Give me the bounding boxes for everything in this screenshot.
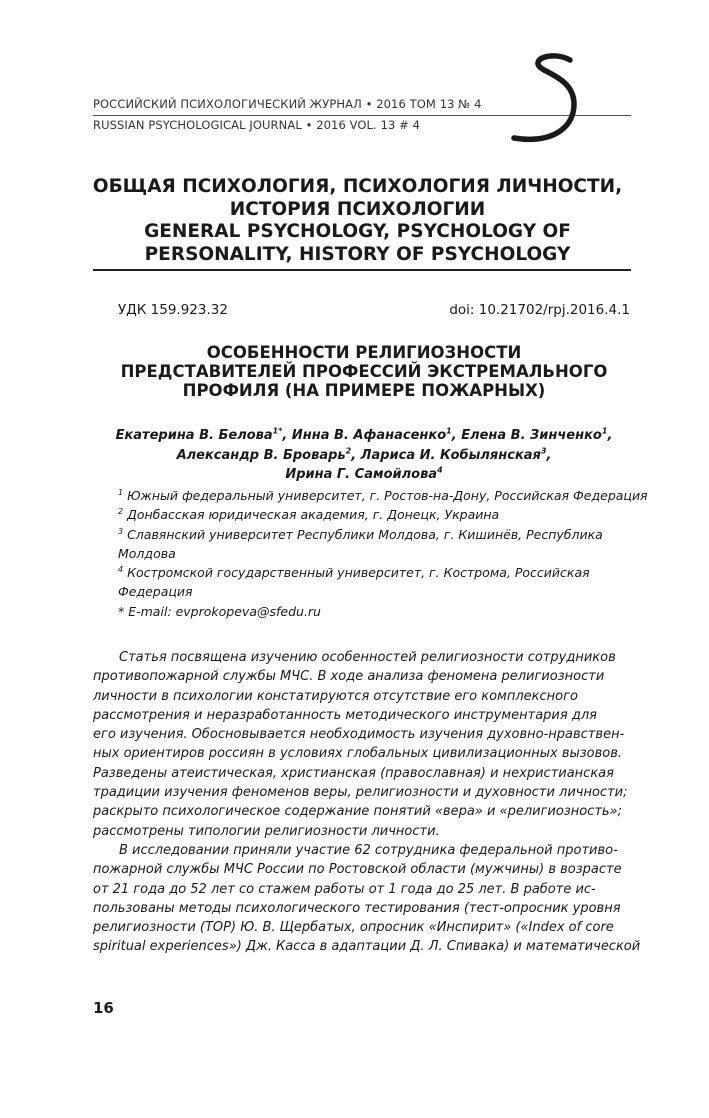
affiliation-line — [118, 563, 632, 582]
affiliation-mark: 4 — [118, 565, 124, 575]
author-line — [80, 426, 648, 446]
abstract-line: традиции изучения феноменов веры, религиозности и духовности личности; — [93, 785, 628, 801]
author-separator: , — [282, 428, 292, 443]
article-title — [80, 343, 648, 400]
author-separator: , — [351, 447, 361, 463]
author-separator: , — [546, 447, 552, 463]
journal-title-en: RUSSIAN PSYCHOLOGICAL JOURNAL • 2016 VOL. 13 # 4 — [93, 118, 421, 132]
section-rule — [93, 269, 631, 271]
abstract-line: рассмотрения и неразработанность методического инструментария для — [93, 707, 597, 723]
abstract-line: spiritual experiences») Дж. Касса в адаптации Д. Л. Спивака) и математической — [93, 939, 641, 955]
author-separator: , — [451, 428, 462, 443]
abstract-line: противопожарной службы МЧС. В ходе анализа феномена религиозности — [93, 669, 605, 685]
page-number: 16 — [93, 999, 114, 1017]
affiliation-line — [118, 525, 632, 544]
affiliation-line — [118, 486, 648, 505]
author-affiliation-mark: 3 — [540, 446, 547, 456]
article-title-line: ПРОФИЛЯ (НА ПРИМЕРЕ ПОЖАРНЫХ) — [182, 381, 546, 400]
affiliation-text: Федерация — [118, 584, 193, 600]
affiliations — [118, 486, 648, 621]
abstract-line: его изучения. Обосновывается необходимость изучения духовно-нравствен- — [93, 727, 625, 743]
abstract — [93, 648, 641, 957]
author-line — [80, 465, 648, 485]
author-name: Инна В. Афанасенко — [291, 428, 447, 443]
section-title-line: PERSONALITY, HISTORY OF PSYCHOLOGY — [144, 243, 571, 265]
contact-email[interactable]: * E-mail: evprokopeva@sfedu.ru — [118, 603, 321, 619]
abstract-line: от 21 года до 52 лет со стажем работы от 1 года до 25 лет. В работе ис- — [93, 881, 596, 897]
author-name: Елена В. Зинченко — [461, 428, 602, 443]
abstract-line: Статья посвящена изучению особенностей религиозности сотрудников — [119, 650, 616, 665]
author-affiliation-mark: 1 — [446, 426, 452, 436]
affiliation-text: Южный федеральный университет, г. Ростов-на-Дону, Российская Федерация — [123, 488, 648, 503]
author-name: Ирина Г. Самойлова — [285, 467, 438, 482]
affiliation-text: Донбасская юридическая академия, г. Донецк, Украина — [123, 507, 500, 523]
abstract-line: пожарной службы МЧС России по Ростовской области (мужчины) в возрасте — [93, 862, 622, 878]
email-line[interactable] — [118, 602, 632, 621]
affiliation-text: Славянский университет Республики Молдова, г. Кишинёв, Республика — [123, 526, 603, 542]
journal-logo-icon — [508, 52, 588, 150]
article-title-line: ОСОБЕННОСТИ РЕЛИГИОЗНОСТИ — [206, 343, 522, 362]
abstract-line: раскрыто психологическое содержание понятий «вера» и «религиозность»; — [93, 804, 622, 820]
author-affiliation-mark: 1* — [272, 426, 283, 436]
author-line — [80, 446, 648, 466]
author-list — [80, 426, 648, 485]
udc-code: УДК 159.923.32 — [118, 302, 228, 318]
section-title-line: ИСТОРИЯ ПСИХОЛОГИИ — [229, 198, 486, 220]
abstract-line: пользованы методы психологического тестирования (тест-опросник уровня — [93, 900, 621, 916]
affiliation-text: Костромской государственный университет, г. Кострома, Российская — [123, 565, 590, 581]
abstract-line: личности в психологии констатируются отсутствие его комплексного — [93, 688, 578, 704]
abstract-line: В исследовании приняли участие 62 сотрудника федеральной противо- — [119, 842, 618, 858]
abstract-line: рассмотрены типологии религиозности личности. — [93, 823, 440, 839]
abstract-line: религиозности (ТОР) Ю. В. Щербатых, опросник «Инспирит» («Index of core — [93, 920, 614, 936]
section-title-line: ОБЩАЯ ПСИХОЛОГИЯ, ПСИХОЛОГИЯ ЛИЧНОСТИ, — [92, 176, 623, 197]
affiliation-mark: 1 — [118, 487, 124, 497]
affiliation-line — [118, 505, 632, 524]
author-name: Лариса И. Кобылянская — [360, 447, 541, 463]
affiliation-text: Молдова — [118, 545, 176, 561]
affiliation-line — [118, 582, 632, 601]
article-title-line: ПРЕДСТАВИТЕЛЕЙ ПРОФЕССИЙ ЭКСТРЕМАЛЬНОГО — [120, 362, 608, 381]
affiliation-mark: 3 — [118, 526, 124, 536]
journal-title-ru: РОССИЙСКИЙ ПСИХОЛОГИЧЕСКИЙ ЖУРНАЛ • 2016 ТОМ 13 № 4 — [93, 97, 482, 111]
section-title-line: GENERAL PSYCHOLOGY, PSYCHOLOGY OF — [144, 221, 571, 242]
author-affiliation-mark: 2 — [345, 446, 352, 456]
abstract-line: Разведены атеистическая, христианская (православная) и нехристианская — [93, 765, 614, 781]
author-name: Александр В. Броварь — [176, 447, 346, 463]
affiliation-mark: 2 — [118, 507, 124, 517]
author-affiliation-mark: 4 — [437, 465, 443, 475]
author-name: Екатерина В. Белова — [115, 428, 273, 443]
doi[interactable]: doi: 10.21702/rpj.2016.4.1 — [449, 302, 630, 318]
author-separator: , — [607, 428, 613, 443]
section-title — [80, 176, 635, 266]
abstract-line: ных ориентиров россиян в условиях глобальных цивилизационных вызовов. — [93, 746, 623, 762]
affiliation-line — [118, 544, 632, 563]
author-affiliation-mark: 1 — [601, 426, 608, 436]
